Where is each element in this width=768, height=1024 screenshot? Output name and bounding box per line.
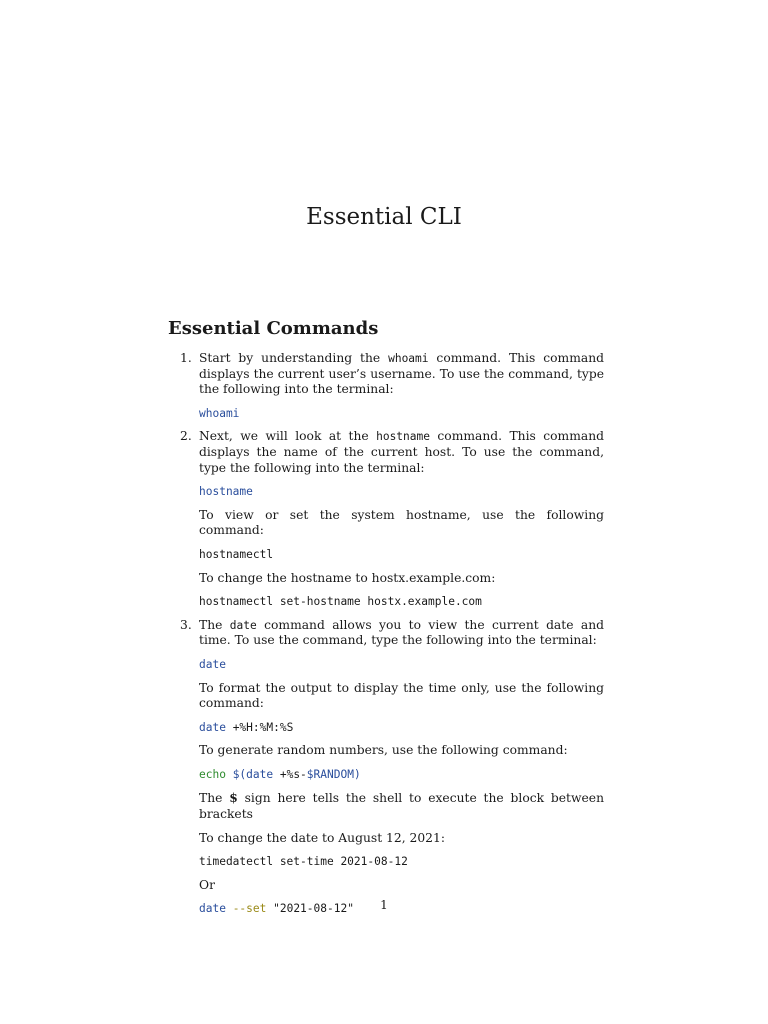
code-string: "2021-08-12" [266, 902, 354, 916]
paragraph-text: command allows you to view the current date and time. To use the command, type the following into the terminal: [199, 617, 604, 648]
inline-code: hostname [376, 430, 430, 444]
paragraph-text: command. This command displays the name of the current host. To use the command, type the following into the terminal: [199, 429, 604, 475]
code-block: whoami [199, 406, 240, 420]
item-paragraph [199, 790, 604, 822]
code-subshell: $(date [225, 767, 280, 781]
bold-symbol: $ [229, 790, 238, 806]
code-command: date [199, 720, 226, 734]
inline-code: whoami [388, 352, 429, 365]
code-format: +%s- [279, 767, 307, 781]
item-number: 3. [180, 617, 192, 632]
item-number: 1. [180, 351, 192, 365]
inline-code: date [229, 618, 257, 632]
code-block: hostname [199, 485, 253, 499]
paragraph-text: Start by understanding the [199, 351, 389, 365]
code-echo: echo [199, 767, 226, 781]
code-command: date [199, 902, 226, 916]
code-block: timedatectl set-time 2021-08-12 [199, 855, 408, 869]
paragraph-text: command. This command displays the current user’s username. To use the command, type the following into the terminal: [199, 351, 604, 397]
paragraph-text: sign here tells the shell to execute the block between brackets [199, 791, 604, 822]
code-block [199, 720, 604, 736]
item-paragraph: To change the date to August 12, 2021: [199, 830, 445, 845]
paragraph-text: The [199, 617, 230, 632]
item-paragraph: To change the hostname to hostx.example.com: [199, 570, 496, 585]
commands-list [168, 351, 604, 925]
code-block: hostnamectl set-hostname hostx.example.com [199, 595, 482, 609]
item-paragraph: To view or set the system hostname, use the following command: [199, 507, 604, 538]
item-paragraph [199, 429, 604, 476]
item-paragraph [199, 618, 604, 649]
item-paragraph: Or [199, 877, 215, 892]
item-paragraph: To format the output to display the time only, use the following command: [199, 680, 604, 711]
list-item-date [168, 618, 604, 917]
item-paragraph: To generate random numbers, use the following command: [199, 743, 568, 758]
code-variable: $RANDOM) [306, 767, 361, 781]
document-title: Essential CLI [306, 204, 462, 230]
item-paragraph [199, 351, 604, 398]
section-heading: Essential Commands [168, 318, 379, 339]
code-block: date [199, 657, 226, 671]
paragraph-text: Next, we will look at the [199, 429, 377, 444]
code-argument: +%H:%M:%S [225, 720, 294, 734]
code-flag: --set [225, 902, 267, 916]
list-item-hostname [168, 429, 604, 609]
code-block: hostnamectl [199, 547, 274, 561]
page-number: 1 [380, 898, 388, 912]
list-item-whoami [168, 351, 604, 421]
code-block [199, 767, 604, 783]
paragraph-text: The [199, 791, 230, 806]
item-number: 2. [180, 429, 192, 444]
